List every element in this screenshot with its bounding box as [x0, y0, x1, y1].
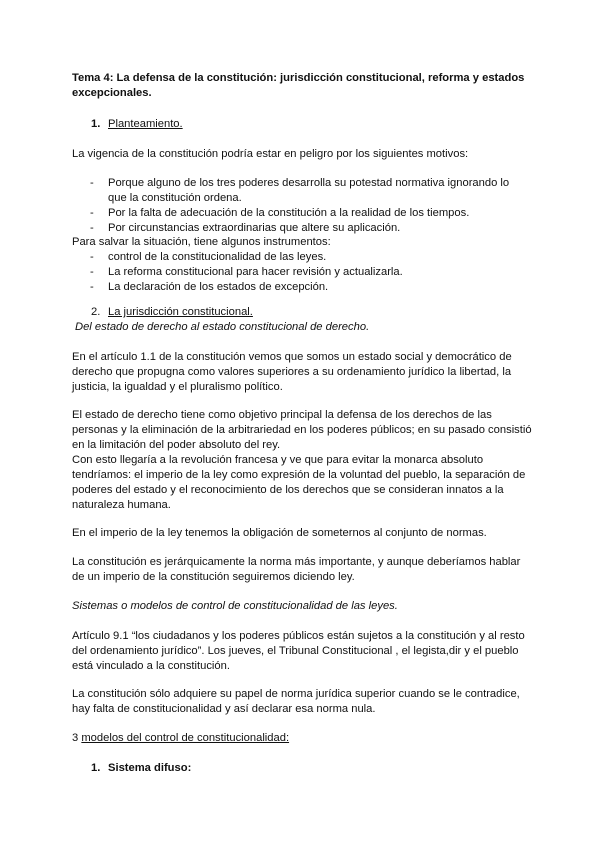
dash-bullet: -: [90, 251, 94, 263]
section-difuso-heading: Sistema difuso:: [108, 762, 192, 774]
list-item-text: La reforma constitucional para hacer revisión y actualizarla.: [108, 266, 403, 278]
subtitle-estado-derecho: Del estado de derecho al estado constitucional de derecho.: [75, 321, 370, 333]
instrumentos-list: [72, 250, 532, 295]
intro-paragraph: La vigencia de la constitución podría estar en peligro por los siguientes motivos:: [72, 148, 469, 160]
list-item: [72, 250, 532, 265]
subtitle-sistemas-control: Sistemas o modelos de control de constitucionalidad de las leyes.: [72, 600, 398, 612]
list-item: [72, 176, 524, 206]
list-item-text: Porque alguno de los tres poderes desarrolla su potestad normativa ignorando lo que la constitución ordena.: [108, 177, 510, 204]
list-item-text: Por la falta de adecuación de la constitución a la realidad de los tiempos.: [108, 207, 470, 219]
list-item: [72, 221, 524, 236]
dash-bullet: -: [90, 222, 94, 234]
dash-bullet: -: [90, 266, 94, 278]
paragraph-estado-derecho: El estado de derecho tiene como objetivo principal la defensa de los derechos de las personas y la eliminación de la arbitrariedad en los poderes públicos; en su pasado consistió en la limitación del poder absoluto del rey.: [72, 409, 532, 451]
list-item: [72, 265, 532, 280]
section-2-heading: La jurisdicción constitucional.: [108, 306, 253, 318]
dash-bullet: -: [90, 207, 94, 219]
list-item-text: control de la constitucionalidad de las leyes.: [108, 251, 327, 263]
modelos-prefix: 3: [72, 732, 82, 744]
section-2-number: 2.: [91, 306, 101, 318]
salvar-paragraph: Para salvar la situación, tiene algunos instrumentos:: [72, 236, 331, 248]
paragraph-norma-superior: La constitución sólo adquiere su papel de norma jurídica superior cuando se le contradice, hay falta de constitucionalidad y así declarar esa norma nula.: [72, 688, 520, 715]
dash-bullet: -: [90, 177, 94, 189]
modelos-heading: [72, 731, 532, 746]
document-title: Tema 4: La defensa de la constitución: jurisdicción constitucional, reforma y estados excepcionales.: [72, 72, 525, 99]
dash-bullet: -: [90, 281, 94, 293]
paragraph-articulo-1-1: En el artículo 1.1 de la constitución vemos que somos un estado social y democrático de derecho que propugna como valores superiores a su ordenamiento jurídico la libertad, la justicia, la igualdad y el pluralismo político.: [72, 351, 512, 393]
paragraph-imperio-ley: En el imperio de la ley tenemos la obligación de someternos al conjunto de normas.: [72, 527, 487, 539]
list-item-text: Por circunstancias extraordinarias que altere su aplicación.: [108, 222, 401, 234]
section-1-heading: Planteamiento.: [108, 118, 183, 130]
motivos-list: [72, 176, 524, 236]
list-item: [72, 280, 532, 295]
list-item: [72, 206, 524, 221]
section-1-number: 1.: [91, 118, 101, 130]
section-difuso-number: 1.: [91, 762, 101, 774]
modelos-label: modelos del control de constitucionalidad:: [81, 732, 290, 744]
paragraph-jerarquia: La constitución es jerárquicamente la norma más importante, y aunque deberíamos hablar de un imperio de la constitución seguiremos diciendo ley.: [72, 556, 521, 583]
paragraph-revolucion: Con esto llegaría a la revolución francesa y ve que para evitar la monarca absoluto tendríamos: el imperio de la ley como expresión de la voluntad del pueblo, la separación de poderes del estado y el reconocimiento de los derechos que se consideran innatos a la naturaleza humana.: [72, 454, 526, 511]
paragraph-articulo-9-1: Artículo 9.1 “los ciudadanos y los poderes públicos están sujetos a la constitución y al resto del ordenamiento jurídico”. Los jueves, el Tribunal Constitucional , el legista,dir y el pueblo está vinculado a la constitución.: [72, 630, 525, 672]
list-item-text: La declaración de los estados de excepción.: [108, 281, 329, 293]
